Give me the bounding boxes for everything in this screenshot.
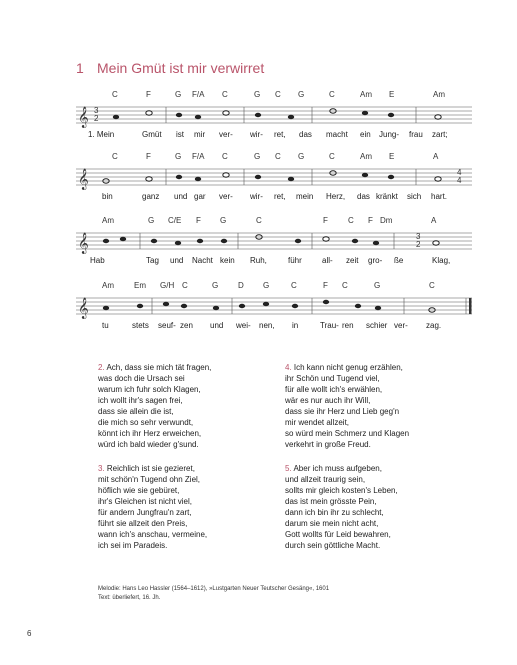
staff-3 (76, 216, 472, 268)
lyric: Ruh, (250, 256, 267, 265)
chord: F (323, 216, 328, 225)
chord: Am (102, 281, 114, 290)
lyric: ver- (219, 130, 233, 139)
lyric: ret, (274, 130, 286, 139)
verse-line: ich wollt ihr's sagen frei, (98, 396, 183, 405)
verse-line: dass sie ihr Herz und Lieb geg'n (285, 407, 400, 416)
verse-line: ihr Schön und Tugend viel, (285, 374, 380, 383)
lyric: Gmüt (142, 130, 162, 139)
svg-text:2: 2 (416, 240, 421, 249)
lyric: gar (194, 192, 206, 201)
svg-text:4: 4 (457, 176, 462, 185)
lyric: zeit (346, 256, 359, 265)
lyric: wir- (250, 130, 263, 139)
chord: A (431, 216, 437, 225)
chord: F (368, 216, 373, 225)
verse-line: mit schön'n Tugend ohn Ziel, (98, 475, 201, 484)
chord: F/A (192, 90, 205, 99)
verse-line: ihr's Gleichen ist nicht viel, (98, 497, 193, 506)
lyric: wei- (236, 321, 251, 330)
credits (98, 585, 329, 602)
svg-text:𝄞: 𝄞 (78, 169, 89, 190)
svg-text:𝄞: 𝄞 (78, 107, 89, 128)
lyric: ganz (142, 192, 160, 201)
chord: D (238, 281, 244, 290)
music-system-3 (76, 216, 472, 268)
verse-line: Ich kann nicht genug erzählen, (293, 363, 403, 372)
verse-line: wär es nur auch ihr Will, (285, 396, 371, 405)
verse-line: Gott wollts für Leid bewahren, (285, 530, 391, 539)
verse-line: warum ich fuhr solch Klagen, (98, 385, 201, 394)
chord: F (323, 281, 328, 290)
verse-line: wann ich's anschau, vermeine, (98, 530, 208, 539)
lyric: Tag (146, 256, 159, 265)
chord: C (348, 216, 354, 225)
chord: C (329, 152, 335, 161)
melody-credit: Melodie: Hans Leo Hassler (1564–1612), »Lustgarten Neuer Teutscher Gesäng«, 1601 (98, 586, 330, 592)
lyric: ver- (394, 321, 408, 330)
lyric: Trau- (320, 321, 339, 330)
chord: F (196, 216, 201, 225)
chord: C (112, 90, 118, 99)
lyric: gro- (368, 256, 383, 265)
verse-line: Reichlich ist sie gezieret, (106, 464, 195, 473)
lyric: ren (342, 321, 354, 330)
lyric: ein (360, 130, 371, 139)
svg-text:3: 3 (94, 106, 99, 115)
verse-line: was doch die Ursach sei (98, 374, 185, 383)
lyric: und (174, 192, 188, 201)
chord: F (146, 152, 151, 161)
chord: C (256, 216, 262, 225)
chord: G (212, 281, 219, 290)
verse-line: sollts mir gleich kosten's Leben, (285, 486, 398, 495)
text-credit: Text: überliefert, 16. Jh. (98, 594, 161, 601)
chord: G (220, 216, 227, 225)
chord: Dm (380, 216, 393, 225)
chord: G (298, 152, 305, 161)
lyric: seuf- (158, 321, 176, 330)
chord: G (374, 281, 381, 290)
chord: C (275, 90, 281, 99)
chord: Am (102, 216, 114, 225)
svg-text:3: 3 (416, 232, 421, 241)
verse-line: ich sei im Paradeis. (98, 541, 168, 550)
lyric: schier (366, 321, 388, 330)
lyric: Jung- (379, 130, 400, 139)
chord: C (112, 152, 118, 161)
page-number: 6 (27, 629, 32, 638)
verse-line: das ist mein grösste Pein, (285, 497, 377, 506)
lyric: führ (288, 256, 302, 265)
verse-line: Ach, dass sie mich tät fragen, (106, 363, 212, 372)
verse-line: dass sie allein die ist, (98, 407, 174, 416)
chord: Am (360, 152, 372, 161)
chord: C (182, 281, 188, 290)
lyric: zag. (426, 321, 442, 330)
svg-text:𝄞: 𝄞 (78, 298, 89, 319)
lyric: mir (194, 130, 206, 139)
chord: C (429, 281, 435, 290)
lyric: das (299, 130, 312, 139)
chord: G (254, 90, 261, 99)
verse-line: für andern Jungfrau'n zart, (98, 508, 192, 517)
song-number: 1 (76, 60, 84, 76)
verse-line: und allzeit traurig sein, (285, 475, 366, 484)
lyric: Herz, (326, 192, 346, 201)
verse-line: durch sein göttliche Macht. (285, 541, 381, 550)
chord: A (433, 152, 439, 161)
chord: C (342, 281, 348, 290)
lyric: ret, (274, 192, 286, 201)
song-title: Mein Gmüt ist mir verwirret (97, 60, 265, 76)
music-system-2 (76, 152, 472, 204)
verse-line: verkehrt in große Freud. (285, 440, 371, 449)
lyric: 1. Mein (88, 130, 115, 139)
verse-line: führt sie allzeit den Preis, (98, 519, 188, 528)
lyric: hart. (431, 192, 448, 201)
lyric: zen (180, 321, 193, 330)
verse-4 (285, 362, 409, 450)
verse-line: würd ich bald wieder g'sund. (98, 440, 199, 449)
verse-5 (285, 463, 398, 551)
chord: C (222, 90, 228, 99)
chord: E (389, 90, 395, 99)
chord: C (291, 281, 297, 290)
chord: G (175, 90, 182, 99)
svg-text:𝄞: 𝄞 (78, 233, 89, 254)
lyric: Klag, (432, 256, 451, 265)
lyric: ist (176, 130, 184, 139)
chord: Am (360, 90, 372, 99)
verse-number: 2. (98, 363, 105, 372)
verse-line: Aber ich muss aufgeben, (293, 464, 382, 473)
music-system-1 (76, 90, 472, 142)
verse-number: 3. (98, 464, 105, 473)
svg-text:2: 2 (94, 114, 99, 123)
lyric: kränkt (376, 192, 398, 201)
lyric: und (210, 321, 224, 330)
lyric: nen, (259, 321, 275, 330)
lyric: zart; (432, 130, 448, 139)
chord: G/H (160, 281, 175, 290)
verse-line: so würd mein Schmerz und Klagen (285, 429, 410, 438)
chord: G (175, 152, 182, 161)
lyric: frau (409, 130, 423, 139)
chord: C (222, 152, 228, 161)
verse-line: mir wendet allzeit, (285, 418, 350, 427)
chord: F (146, 90, 151, 99)
verse-3 (98, 463, 207, 551)
chord: C/E (168, 216, 182, 225)
lyric: sich (407, 192, 422, 201)
chord: F/A (192, 152, 205, 161)
chord: Em (134, 281, 146, 290)
lyric: das (357, 192, 370, 201)
verse-line: könnt ich ihr Herz erweichen, (98, 429, 202, 438)
music-system-4 (76, 281, 472, 333)
verse-line: für alle wollt ich's erwählen, (285, 385, 383, 394)
chord: C (275, 152, 281, 161)
lyric: all- (322, 256, 333, 265)
lyric: wir- (250, 192, 263, 201)
lyric: kein (220, 256, 235, 265)
chord: G (263, 281, 270, 290)
verse-number: 4. (285, 363, 292, 372)
chord: G (298, 90, 305, 99)
chord: G (254, 152, 261, 161)
verse-2 (98, 362, 211, 450)
chord: E (389, 152, 395, 161)
verse-line: dann ich bin ihr zu schlecht, (285, 508, 384, 517)
chord: Am (433, 90, 445, 99)
lyric: Nacht (192, 256, 213, 265)
lyric: Hab (90, 256, 105, 265)
lyric: stets (132, 321, 149, 330)
chord: G (148, 216, 155, 225)
chord: C (329, 90, 335, 99)
lyric: ver- (219, 192, 233, 201)
lyric: bin (102, 192, 113, 201)
verse-line: höflich wie sie gebüret, (98, 486, 180, 495)
verse-line: die mich so sehr verwundt, (98, 418, 194, 427)
lyric: tu (102, 321, 109, 330)
verse-number: 5. (285, 464, 292, 473)
lyric: ße (394, 256, 404, 265)
lyric: mein (296, 192, 314, 201)
svg-text:4: 4 (457, 168, 462, 177)
lyric: macht (326, 130, 348, 139)
lyric: und (170, 256, 184, 265)
lyric: in (292, 321, 299, 330)
verse-line: darum sie mein nicht acht, (285, 519, 379, 528)
